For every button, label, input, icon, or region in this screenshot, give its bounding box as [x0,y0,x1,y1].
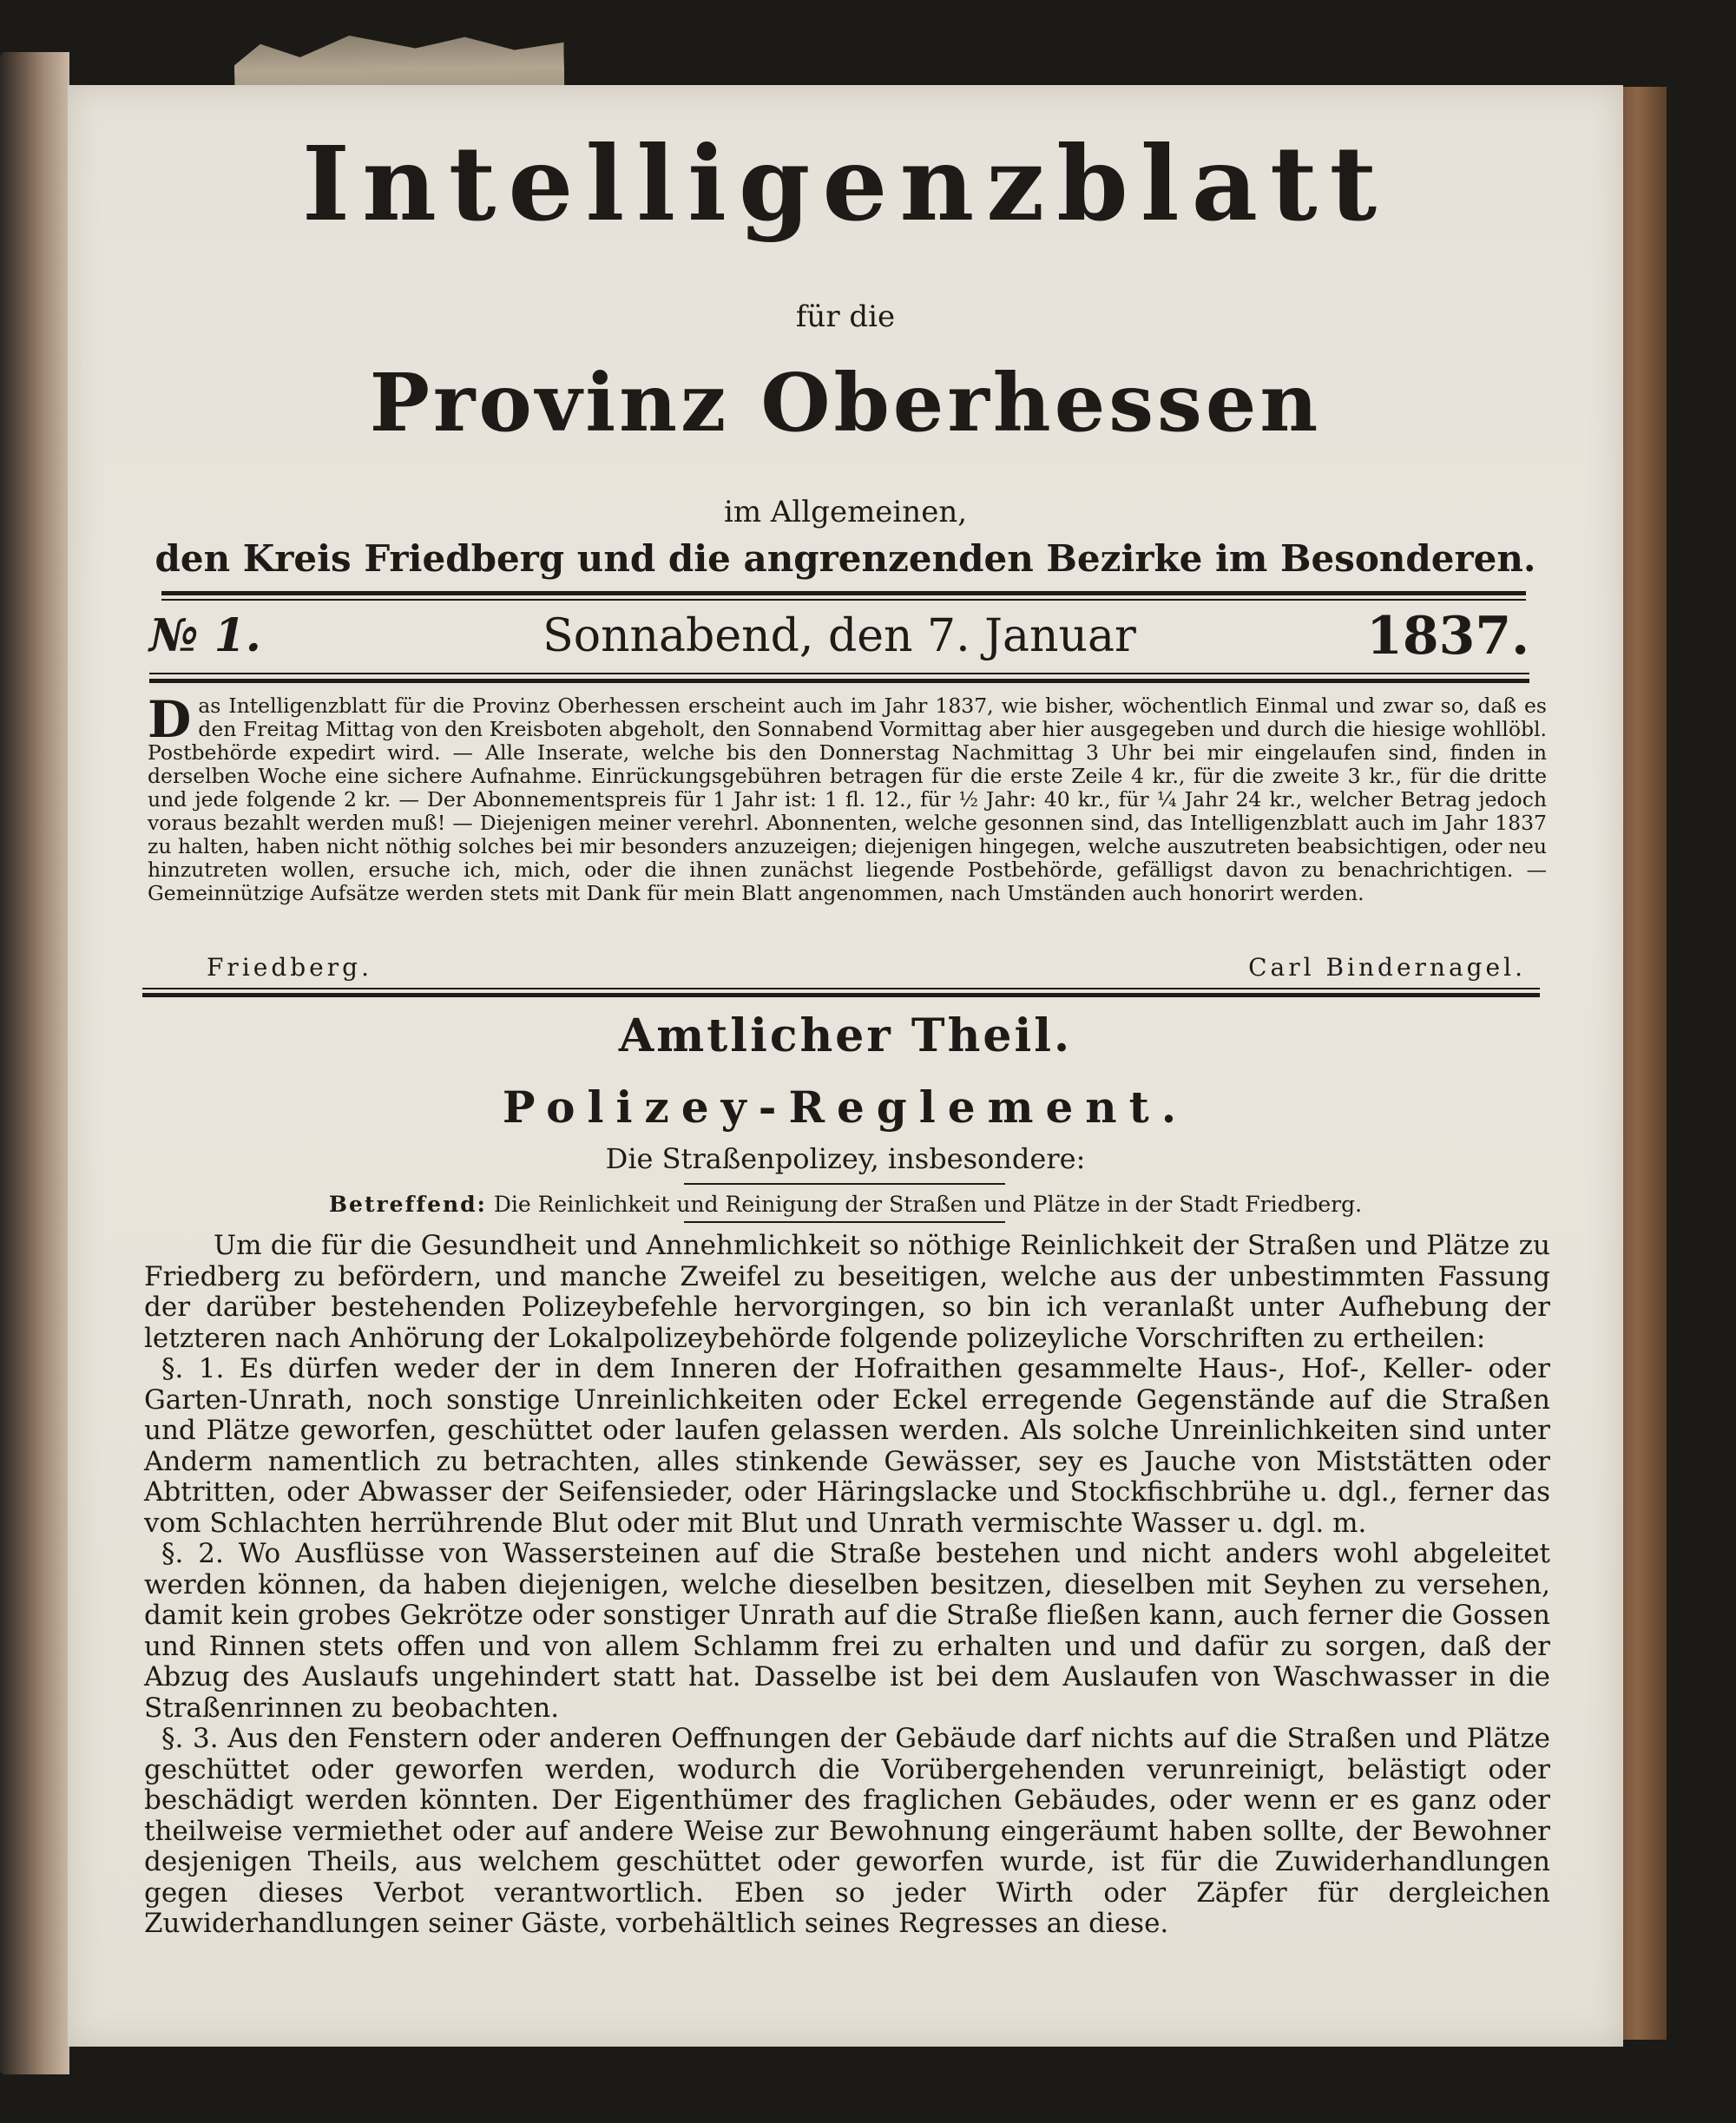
rule-section-thick [142,993,1540,997]
subscription-notice [148,690,1547,905]
masthead-province: Provinz Oberhessen [369,356,1322,450]
masthead-title: Intelligenzblatt [301,123,1390,244]
betreffend-label: Betreffend: [328,1192,487,1217]
issue-year: 1837. [1366,606,1529,667]
issue-date: Sonnabend, den 7. Januar [542,610,1136,662]
book-edge-left [0,52,69,2074]
regulation-title: Polizey-Reglement. [502,1081,1189,1133]
issue-number: № 1. [149,609,261,662]
rule-section-thin [142,988,1540,989]
rule-betreffend [684,1183,1005,1185]
rule-top-thin [161,599,1526,601]
regulation-subtitle: Die Straßenpolizey, insbesondere: [605,1142,1086,1175]
notice-signature-row [207,953,1526,981]
rule-betreffend-bottom [684,1221,1005,1223]
regulation-paragraph-2: §. 2. Wo Ausflüsse von Wassersteinen auf die Straße bestehen und nicht anders wohl abgeleitet werden können, da haben diejenigen, welche dieselben besitzen, dieselben mit Seyhen zu versehen, damit kein grobes Gekrötze oder sonstiger Unrath auf die Straße fließen kann, auch ferner die Gossen und Rinnen stets offen und von allem Schlamm frei zu erhalten und und dafür zu sorgen, daß der Abzug des Auslaufs ungehindert statt hat. Dasselbe ist bei dem Auslaufen von Waschwasser in die Straßenrinnen zu beobachten. [144,1538,1550,1724]
regulation-body [144,1231,1550,1940]
masthead-im-allgemeinen: im Allgemeinen, [723,495,968,529]
notice-text: as Intelligenzblatt für die Provinz Oberhessen erscheint auch im Jahr 1837, wie bisher, wöchentlich Einmal und zwar so, daß es den Freitag Mittag von den Kreisboten abgeholt, den Sonnabend Vormittag aber hier ausgegeben und durch die hiesige wohllöbl. Postbehörde expedirt wird. — Alle Inserate, welche bis den Donnerstag Nachmittag 3 Uhr bei mir eingelaufen sind, finden in derselben Woche eine sichere Aufnahme. Einrückungsgebühren betragen für die erste Zeile 4 kr., für die zweite 3 kr., für die dritte und jede folgende 2 kr. — Der Abonnementspreis für 1 Jahr ist: 1 fl. 12., für ½ Jahr: 40 kr., für ¼ Jahr 24 kr., welcher Betrag jedoch voraus bezahlt werden muß! — Diejenigen meiner verehrl. Abonnenten, welche gesonnen sind, das Intelligenzblatt auch im Jahr 1837 zu halten, haben nicht nöthig solches bei mir besonders anzuzeigen; diejenigen hingegen, welche auszutreten beabsichtigen, oder neu hinzutreten wollen, ersuche ich, mich, oder die ihnen zunächst liegende Postbehörde, gefälligst davon zu benachrichtigen. — Gemeinnützige Aufsätze werden stets mit Dank für mein Blatt angenommen, nach Umständen auch honorirt werden. [148,693,1547,905]
regulation-intro: Um die für die Gesundheit und Annehmlichkeit so nöthige Reinlichkeit der Straßen und Plätze zu Friedberg zu befördern, und manche Zweifel zu beseitigen, welche aus der unbestimmten Fassung der darüber bestehenden Polizeybefehle hervorgingen, so bin ich veranlaßt unter Aufhebung der letzteren nach Anhörung der Lokalpolizeybehörde folgende polizeyliche Vorschriften zu ertheilen: [144,1230,1550,1354]
issue-row [149,606,1529,667]
masthead-kreis-line: den Kreis Friedberg und die angrenzenden Bezirke im Besonderen. [155,537,1536,580]
regulation-paragraph-1: §. 1. Es dürfen weder der in dem Inneren der Hofraithen gesammelte Haus-, Hof-, Keller- oder Garten-Unrath, noch sonstige Unreinlichkeiten oder Eckel erregende Gegenstände auf die Straßen und Plätze geworfen, geschüttet oder laufen gelassen werden. Als solche Unreinlichkeiten sind unter Anderm namentlich zu betrachten, alles stinkende Gewässer, sey es Jauche von Miststätten oder Abtritten, oder Abwasser der Seifensieder, oder Häringslacke und Stockfischbrühe u. dgl., ferner das vom Schlachten herrührende Blut oder mit Blut und Unrath vermischte Wasser u. dgl. m. [144,1353,1550,1539]
notice-signature: Carl Bindernagel. [1248,953,1526,982]
rule-issue-thin [149,673,1529,674]
rule-issue-thick [149,679,1529,683]
notice-place: Friedberg. [207,953,372,982]
notice-dropcap: D [148,690,192,749]
betreffend-text: Die Reinlichkeit und Reinigung der Straßen und Plätze in der Stadt Friedberg. [493,1192,1363,1217]
regulation-paragraph-3: §. 3. Aus den Fenstern oder anderen Oeffnungen der Gebäude darf nichts auf die Straßen und Plätze geschüttet oder geworfen werden, wodurch die Vorübergehenden verunreinigt, belästigt oder beschädigt werden könnten. Der Eigenthümer des fraglichen Gebäudes, oder wenn er es ganz oder theilweise vermiethet oder auf andere Weise zur Bewohnung eingeräumt haben sollte, der Bewohner desjenigen Theils, aus welchem geschüttet oder geworfen wurde, ist für die Zuwiderhandlungen gegen dieses Verbot verantwortlich. Eben so jeder Wirth oder Zäpfer für dergleichen Zuwiderhandlungen seiner Gäste, vorbehältlich seines Regresses an diese. [144,1723,1550,1939]
rule-top-thick [161,591,1526,595]
newspaper-page [68,85,1623,2047]
masthead-fuer-die: für die [795,299,896,334]
betreffend-line [68,1192,1623,1217]
section-heading: Amtlicher Theil. [618,1009,1073,1062]
